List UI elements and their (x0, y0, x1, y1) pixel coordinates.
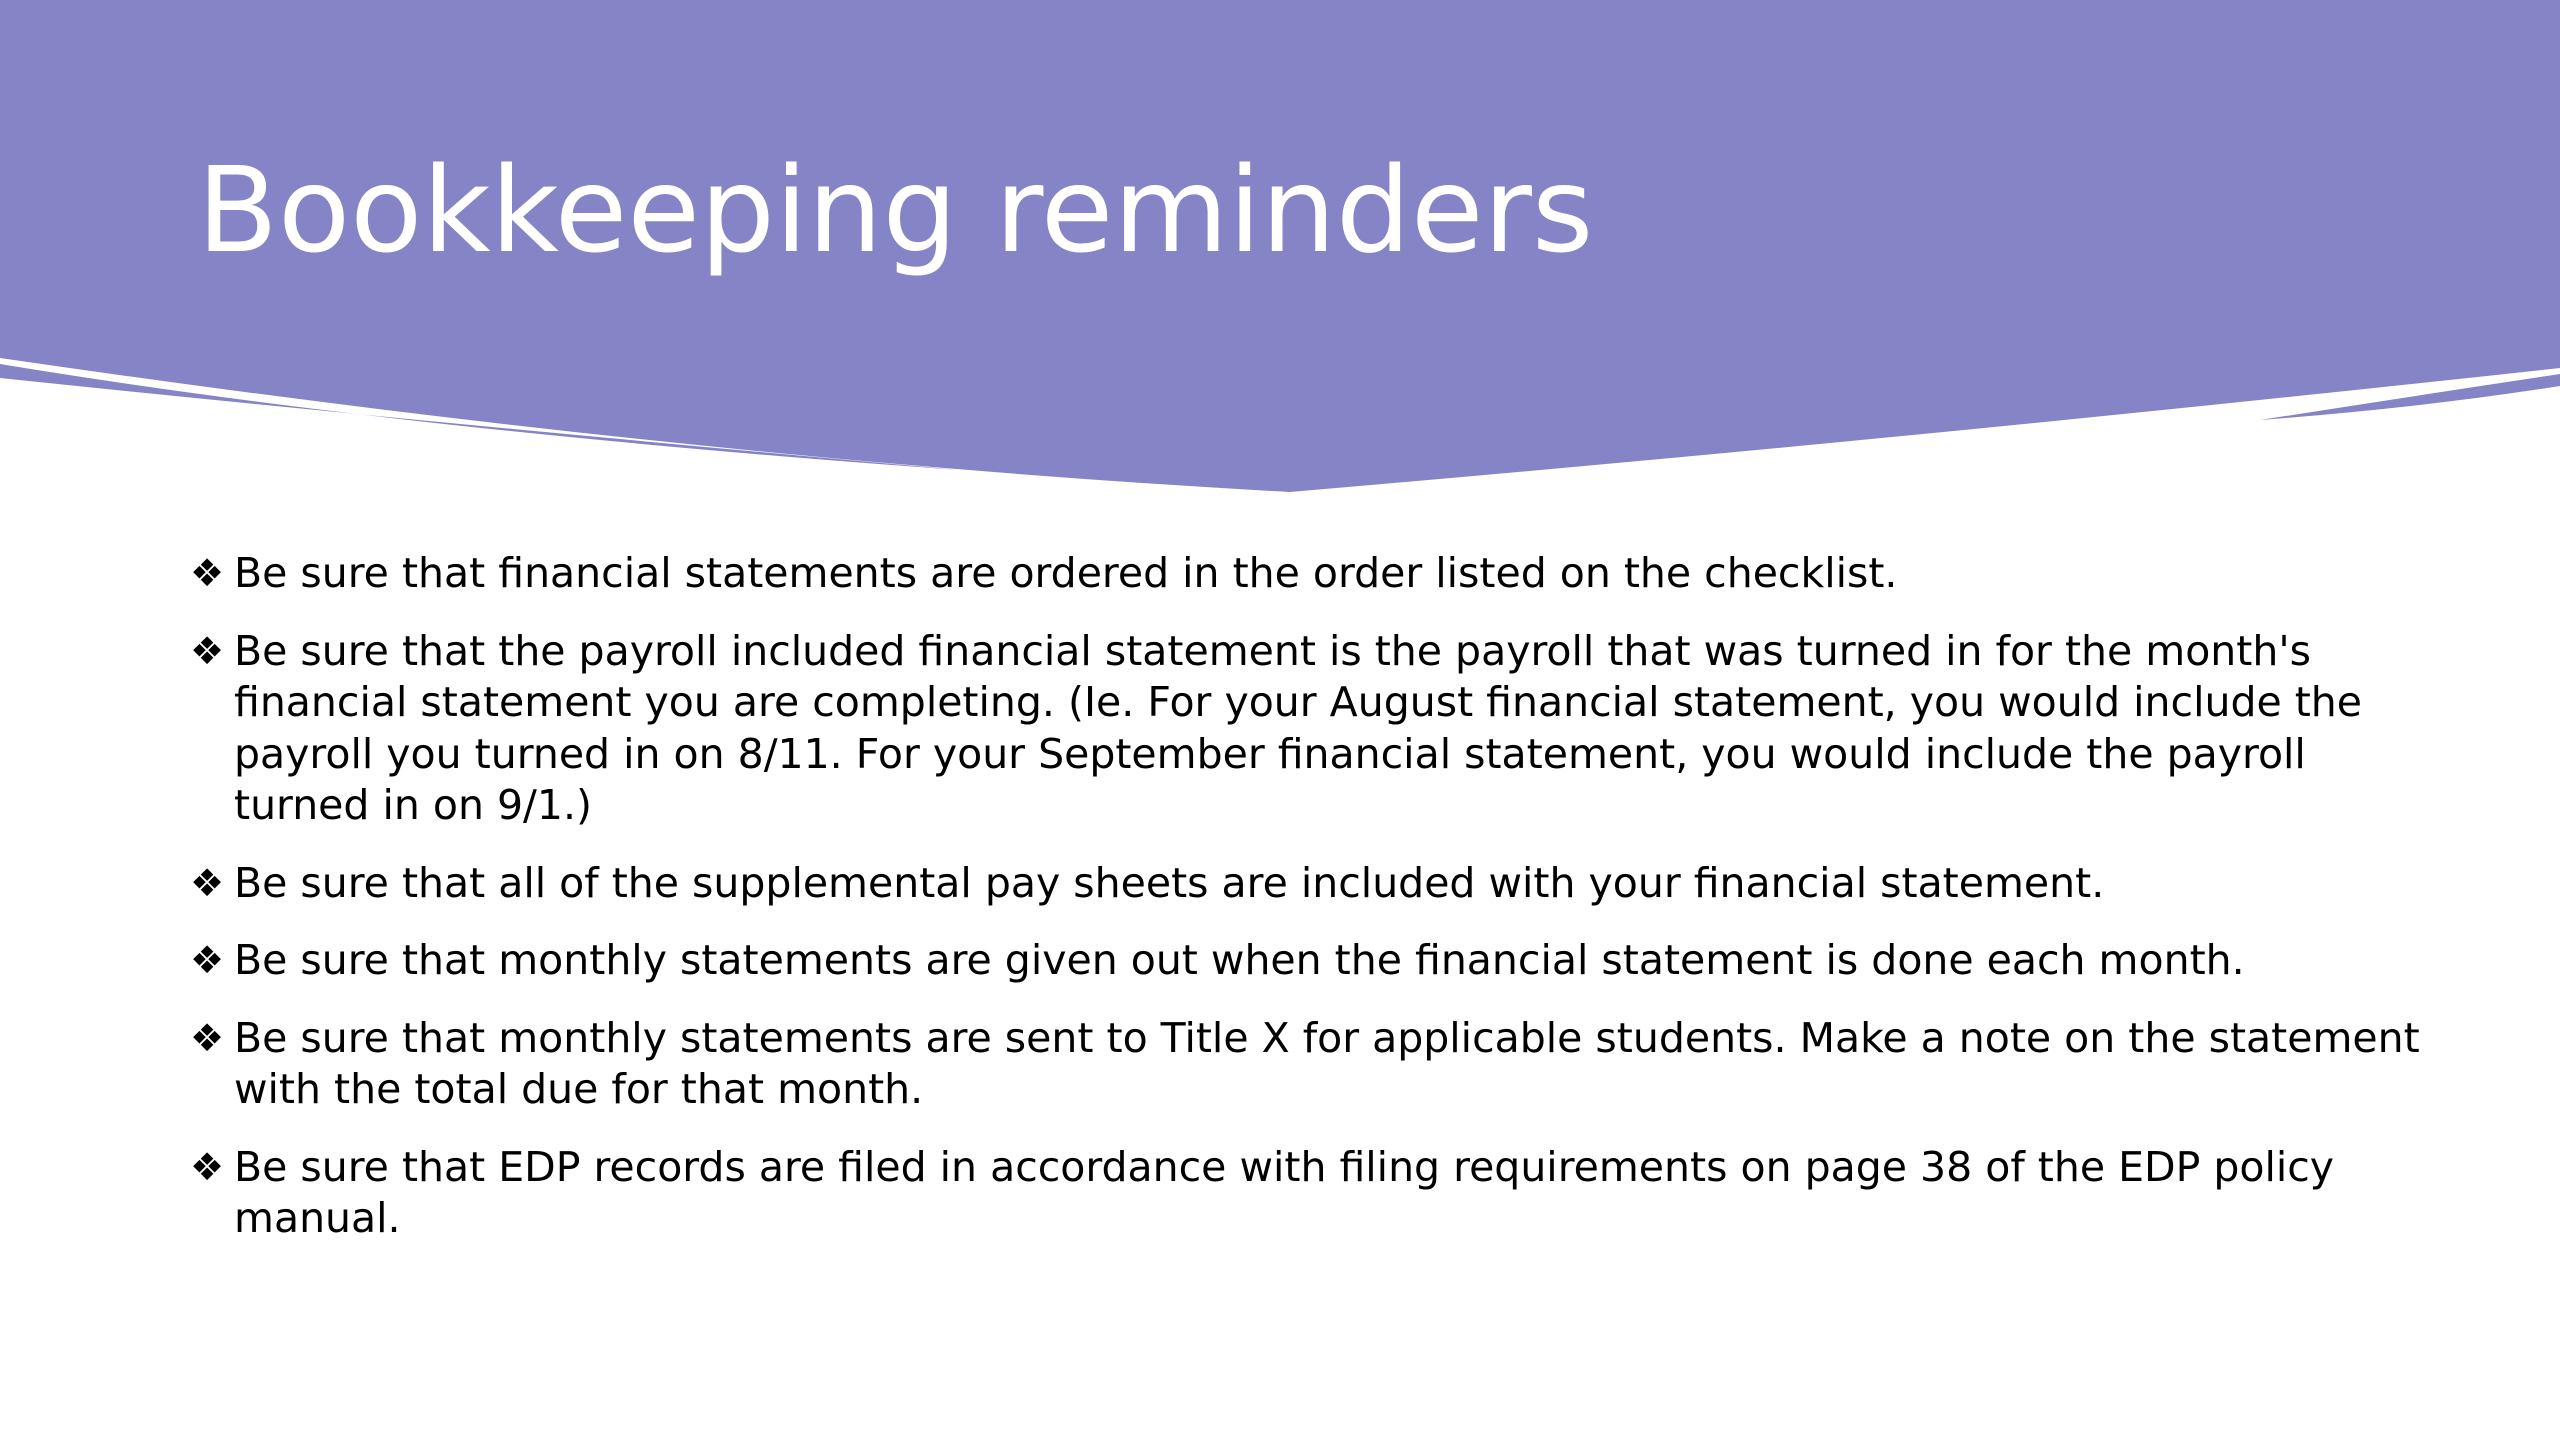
four-diamond-bullet-icon: ❖ (190, 860, 225, 905)
bullet-text: Be sure that financial statements are ordered in the order listed on the checklist. (234, 549, 1898, 597)
four-diamond-bullet-icon: ❖ (190, 938, 225, 982)
four-diamond-bullet-icon: ❖ (190, 628, 225, 673)
bullet-list (190, 548, 2420, 1271)
slide-title: Bookkeeping reminders (197, 141, 1594, 279)
bullet-text: Be sure that all of the supplemental pay sheets are included with your financial statement. (234, 858, 2105, 907)
bullet-item (190, 1013, 2420, 1116)
bullet-item (190, 548, 2420, 600)
bullet-item (190, 858, 2420, 910)
bullet-text: Be sure that monthly statements are given out when the financial statement is done each month. (234, 936, 2245, 984)
bullet-item (190, 935, 2420, 987)
bullet-text: Be sure that the payroll included financial statement is the payroll that was turned in for the month's financial statement you are completing. (Ie. For your August financial statement, you would include the payroll you turned in on 8/11. For your September financial statement, you would include the payroll turned in on 9/1.) (234, 626, 2363, 829)
bullet-item (190, 1142, 2420, 1245)
four-diamond-bullet-icon: ❖ (190, 1144, 225, 1189)
four-diamond-bullet-icon: ❖ (190, 1015, 225, 1060)
four-diamond-bullet-icon: ❖ (190, 551, 225, 595)
bullet-text: Be sure that EDP records are filed in accordance with filing requirements on page 38 of the EDP policy manual. (234, 1142, 2335, 1242)
bullet-item (190, 626, 2420, 832)
bullet-text: Be sure that monthly statements are sent to Title X for applicable students. Make a note on the statement with the total due for that month. (234, 1013, 2420, 1113)
